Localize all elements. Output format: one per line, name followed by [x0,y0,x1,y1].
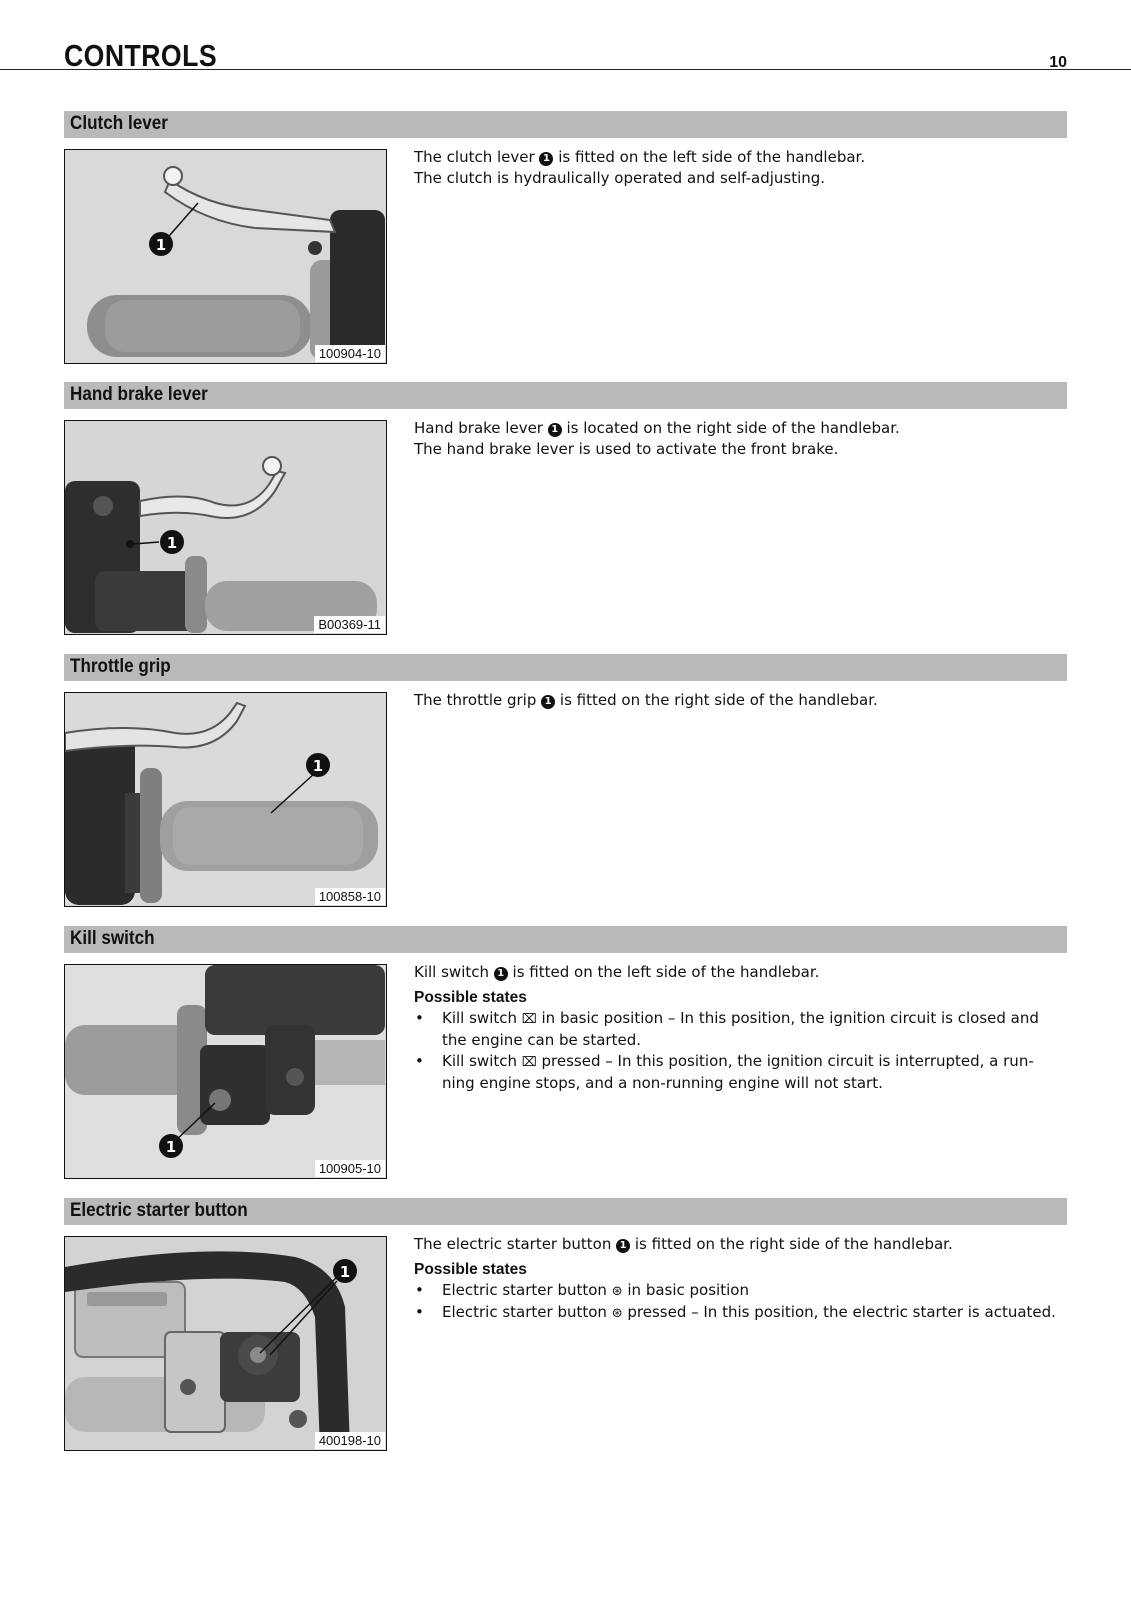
svg-text:1: 1 [165,1138,177,1156]
section-text [414,147,1064,189]
section-hand-brake-lever [64,382,1067,659]
text-line: The electric starter button 1 is fitted on the right side of the handlebar. [414,1235,953,1253]
possible-states-heading: Possible states [414,989,527,1006]
section-clutch-lever [64,111,1067,388]
page-title: CONTROLS [64,38,218,73]
svg-text:1: 1 [155,236,167,254]
section-kill-switch [64,926,1067,1203]
photo-code: 100858-10 [315,888,385,905]
photo-code: 100904-10 [315,345,385,362]
section-text [414,418,1064,460]
svg-text:1: 1 [339,1263,351,1281]
throttle-grip-photo [64,692,387,907]
hand-brake-lever-photo [64,420,387,635]
photo-code: 100905-10 [315,1160,385,1177]
section-text [414,1234,1064,1324]
clutch-lever-photo [64,149,387,364]
text-line: The hand brake lever is used to activate the front brake. [414,440,839,458]
text-line: The clutch lever 1 is fitted on the left side of the handlebar. [414,148,866,166]
text-line: Hand brake lever 1 is located on the right side of the handlebar. [414,419,900,437]
section-title: Electric starter button [70,1200,248,1221]
section-header [64,926,1067,953]
section-title: Kill switch [70,928,155,949]
section-text [414,690,1064,711]
kill-switch-icon: ⌧ [521,1055,537,1070]
starter-button-icon: ⊛ [611,1284,623,1299]
state-item: • Electric starter button ⊛ in basic position [414,1280,1064,1302]
section-text [414,962,1064,1094]
photo-code: B00369-11 [314,616,385,633]
photo-code: 400198-10 [315,1432,385,1449]
state-item: • Kill switch ⌧ pressed – In this position, the ignition circuit is interrupted, a run- ning engine stops, and a non-running engine will not start. [414,1051,1064,1094]
callout-number: 1 [539,152,553,166]
svg-text:1: 1 [166,534,178,552]
kill-switch-icon: ⌧ [521,1012,537,1027]
text-line: The throttle grip 1 is fitted on the right side of the handlebar. [414,691,878,709]
section-title: Clutch lever [70,113,168,134]
hand-brake-lever-illustration [65,421,385,633]
page-number: 10 [1049,54,1067,71]
section-title: Throttle grip [70,656,171,677]
electric-starter-button-photo [64,1236,387,1451]
callout-number: 1 [548,423,562,437]
throttle-grip-illustration [65,693,385,905]
section-header [64,1198,1067,1225]
starter-button-icon: ⊛ [611,1306,623,1321]
electric-starter-illustration [65,1237,385,1449]
text-line: The clutch is hydraulically operated and self-adjusting. [414,169,826,187]
clutch-lever-illustration [65,150,385,362]
section-throttle-grip [64,654,1067,931]
section-title: Hand brake lever [70,384,208,405]
callout-number: 1 [541,695,555,709]
section-electric-starter-button [64,1198,1067,1475]
state-item: • Electric starter button ⊛ pressed – In this position, the electric starter is actuated. [414,1302,1064,1324]
svg-text:1: 1 [312,757,324,775]
callout-number: 1 [616,1239,630,1253]
kill-switch-photo [64,964,387,1179]
state-item: • Kill switch ⌧ in basic position – In this position, the ignition circuit is closed and the engine can be started. [414,1008,1064,1051]
section-header [64,654,1067,681]
text-line: Kill switch 1 is fitted on the left side of the handlebar. [414,963,820,981]
section-header [64,111,1067,138]
title-rule [0,69,1131,70]
section-header [64,382,1067,409]
kill-switch-illustration [65,965,385,1177]
callout-number: 1 [494,967,508,981]
possible-states-heading: Possible states [414,1261,527,1278]
